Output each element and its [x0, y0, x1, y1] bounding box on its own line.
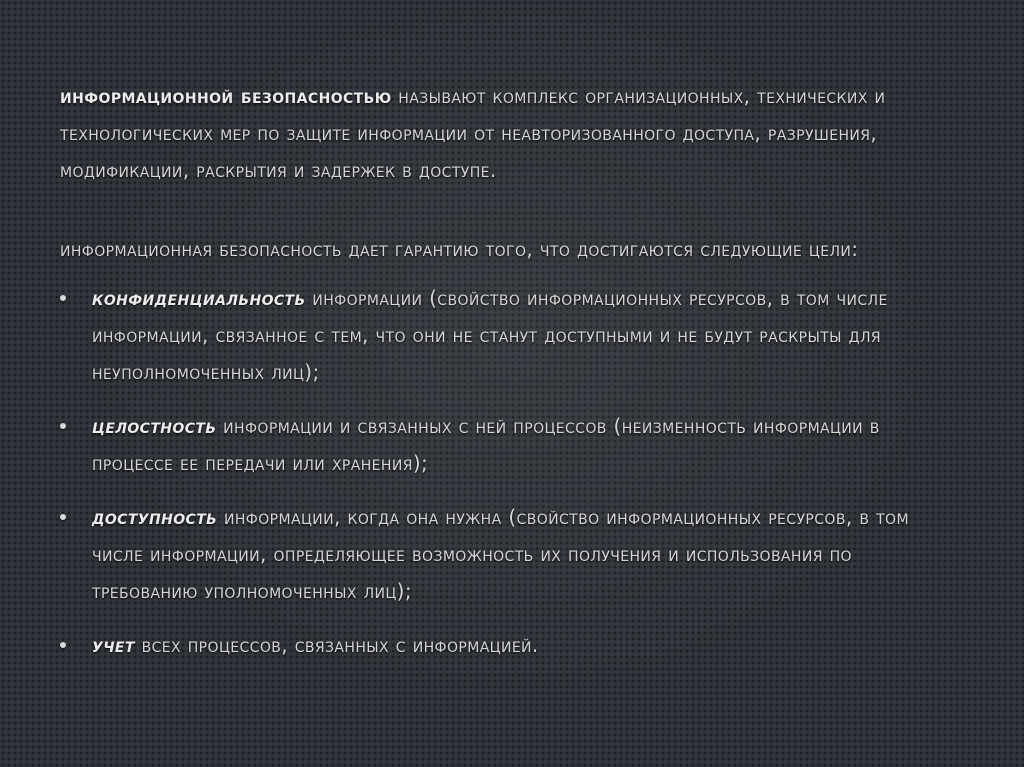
goals-intro: информационная безопасность дает гарантию того, что достигаются следующие цели: — [60, 237, 859, 261]
goal-term: конфиденциальность — [92, 286, 306, 310]
definition-term: информационной безопасностью — [60, 84, 392, 108]
goals-list — [60, 280, 960, 681]
definition-paragraph — [60, 78, 960, 189]
goal-integrity — [60, 408, 960, 482]
bullet-icon — [60, 514, 66, 520]
bullet-icon — [60, 295, 66, 301]
goal-text: информации (свойство информационных ресурсов, в том числе информации, связанное с тем, что они не станут доступными и не будут раскрыты для неуполномоченных лиц); — [92, 286, 888, 384]
goal-accounting — [60, 627, 960, 664]
definition-text: называют комплекс организационных, технических и технологических мер по защите информации от неавторизованного доступа, разрушения, модификации, раскрытия и задержек в доступе. — [60, 84, 886, 182]
goal-term: целостность — [92, 414, 217, 438]
bullet-icon — [60, 642, 66, 648]
goal-text: информации и связанных с ней процессов (неизменность информации в процессе ее передачи или хранения); — [92, 414, 880, 475]
bullet-icon — [60, 423, 66, 429]
goal-term: доступность — [92, 505, 218, 529]
goal-text: информации, когда она нужна (свойство информационных ресурсов, в том числе информации, определяющее возможность их получения и использования по требованию уполномоченных лиц); — [92, 505, 909, 603]
goal-confidentiality — [60, 280, 960, 391]
goal-availability — [60, 499, 960, 610]
goal-text: всех процессов, связанных с информацией. — [134, 633, 539, 657]
goal-term: учет — [92, 633, 135, 657]
